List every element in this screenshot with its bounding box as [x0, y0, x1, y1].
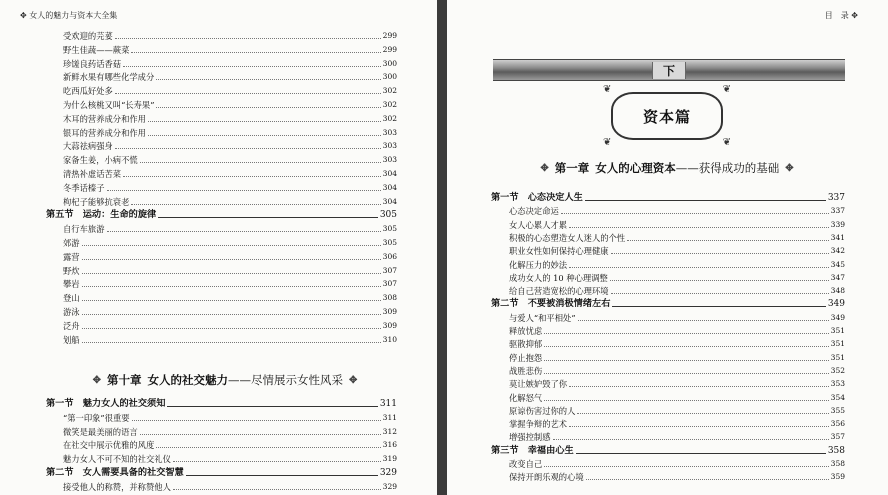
toc-entry-title: 划船 [63, 334, 80, 345]
toc-entry-title: 清热补虚话苦菜 [63, 169, 122, 179]
toc-entry-row [63, 58, 397, 69]
toc-entry-row [63, 127, 397, 138]
toc-page-number: 310 [382, 334, 397, 344]
toc-leader-dots [140, 433, 381, 435]
toc-page-number: 307 [382, 279, 397, 289]
toc-entry-row [509, 245, 845, 256]
toc-leader-dots [585, 199, 826, 201]
toc-entry-title: 增强控制感 [509, 432, 551, 443]
frame-corner-icon: ❦ [603, 84, 612, 95]
frame-corner-icon: ❦ [722, 137, 731, 148]
toc-page-number: 308 [382, 293, 397, 303]
header-ornament-icon: ✥ [851, 11, 858, 20]
toc-page-number: 303 [382, 155, 397, 165]
toc-entry-title: 珍馐良药话香菇 [63, 58, 122, 69]
toc-leader-dots [186, 474, 378, 476]
toc-leader-dots [576, 452, 826, 454]
toc-entry-row [63, 168, 397, 179]
toc-page-number: 312 [382, 426, 397, 436]
page-gutter [437, 0, 447, 495]
toc-entry-row [63, 85, 397, 96]
toc-entry-title: 为什么核桃又叫“长寿果” [63, 100, 155, 110]
toc-entry-title: 吃西瓜好处多 [63, 86, 113, 97]
toc-section-row [491, 298, 845, 309]
toc-page-number: 319 [382, 454, 397, 464]
toc-entry-row [63, 306, 397, 317]
toc-page-number: 311 [382, 412, 397, 422]
toc-leader-dots [123, 175, 381, 177]
toc-entry-row [63, 71, 397, 82]
toc-entry-row [509, 285, 845, 296]
right-chapter-heading [497, 160, 837, 176]
toc-entry-row [63, 439, 397, 450]
toc-entry-title: 接受他人的称赞，并称赞他人 [63, 481, 171, 492]
toc-entry-row [509, 458, 845, 469]
toc-entry-row [509, 431, 845, 442]
toc-entry-title: 化解怒气 [509, 392, 543, 403]
toc-leader-dots [173, 460, 381, 462]
toc-entry-title: 积极的心态塑造女人迷人的个性 [509, 232, 626, 243]
toc-leader-dots [156, 106, 380, 108]
left-running-header [20, 10, 117, 21]
toc-page-number: 309 [382, 307, 397, 316]
toc-page-number: 299 [382, 44, 397, 54]
chapter-title: 女人的社交魅力 [147, 373, 228, 387]
toc-entry-title: 改变自己 [509, 459, 543, 469]
toc-page-number: 302 [382, 113, 397, 123]
toc-leader-dots [123, 65, 381, 67]
toc-entry-title: 保持开朗乐观的心境 [509, 472, 584, 483]
toc-leader-dots [131, 51, 380, 53]
toc-entry-title: 给自己营造宽松的心理环境 [509, 286, 609, 297]
toc-entry-title: 战胜悲伤 [509, 365, 543, 376]
toc-leader-dots [82, 272, 381, 274]
part-title-frame [603, 84, 731, 148]
toc-leader-dots [107, 189, 381, 191]
toc-page-number: 303 [382, 141, 397, 151]
right-header-text: 目 录 [824, 11, 849, 20]
toc-leader-dots [569, 226, 829, 228]
toc-entry-row [509, 259, 845, 270]
toc-entry-row [509, 392, 845, 403]
toc-leader-dots [82, 258, 381, 260]
toc-page-number: 359 [830, 472, 845, 482]
toc-section-row [491, 192, 845, 203]
toc-entry-title: 野炊 [63, 265, 80, 276]
header-ornament-icon: ✥ [20, 11, 27, 20]
toc-page-number: 356 [830, 419, 845, 429]
toc-entry-title: 驱散抑郁 [509, 339, 543, 350]
toc-entry-title: 枸杞子能够抗衰老 [63, 196, 130, 207]
toc-entry-title: 攀岩 [63, 279, 80, 290]
toc-leader-dots [544, 332, 828, 334]
left-chapter-heading [40, 372, 410, 388]
toc-page-number: 339 [830, 219, 845, 229]
toc-entry-title: 心态决定命运 [509, 206, 559, 217]
toc-page-number: 307 [382, 265, 397, 275]
toc-leader-dots [148, 120, 381, 122]
toc-leader-dots [610, 279, 829, 281]
toc-entry-row [509, 338, 845, 349]
toc-entry-title: 魅力女人不可不知的社交礼仪 [63, 454, 171, 465]
toc-page-number: 352 [830, 365, 845, 375]
toc-leader-dots [173, 488, 381, 490]
toc-leader-dots [544, 465, 828, 467]
toc-entry-row [63, 320, 397, 331]
toc-entry-row [509, 378, 845, 389]
toc-entry-row [63, 292, 397, 303]
toc-leader-dots [82, 327, 381, 329]
toc-entry-row [63, 113, 397, 124]
toc-page-number: 347 [830, 272, 845, 282]
toc-page-number: 351 [830, 352, 845, 362]
toc-leader-dots [82, 299, 381, 301]
toc-leader-dots [544, 359, 828, 361]
part-banner [493, 59, 845, 81]
toc-entry-title: 家备生姜，小病不慌 [63, 155, 138, 166]
toc-leader-dots [569, 425, 829, 427]
toc-page-number: 304 [382, 196, 397, 206]
chapter-number: 第一章 [554, 161, 590, 175]
toc-entry-title: 郊游 [63, 238, 80, 248]
toc-page-number: 299 [382, 31, 397, 40]
toc-entry-title: 第五节 运动：生命的旋律 [46, 209, 157, 221]
toc-entry-row [509, 352, 845, 363]
toc-entry-row [63, 334, 397, 345]
toc-entry-row [509, 272, 845, 283]
toc-entry-row [63, 140, 397, 151]
toc-entry-row [509, 312, 845, 323]
toc-page-number: 358 [827, 445, 845, 456]
toc-leader-dots [132, 419, 381, 421]
toc-entry-row [63, 99, 397, 110]
toc-section-row [46, 209, 397, 220]
toc-entry-title: 莫让嫉妒毁了你 [509, 379, 568, 390]
toc-page-number: 348 [830, 286, 845, 296]
toc-leader-dots [115, 147, 381, 149]
part-title: 资本篇 [642, 107, 691, 126]
toc-entry-title: 泛舟 [63, 320, 80, 331]
toc-entry-row [509, 365, 845, 376]
chapter-subtitle: ——尽情展示女性风采 [228, 373, 343, 387]
right-page [447, 0, 888, 495]
toc-page-number: 306 [382, 251, 397, 261]
toc-leader-dots [115, 37, 381, 39]
toc-section-row [491, 445, 845, 456]
toc-entry-title: 自行车旅游 [63, 224, 105, 235]
toc-page-number: 309 [382, 320, 397, 330]
toc-page-number: 304 [382, 182, 397, 192]
toc-entry-row [509, 205, 845, 216]
toc-entry-row [509, 405, 845, 416]
toc-entry-row [63, 412, 397, 423]
toc-entry-row [509, 325, 845, 336]
toc-leader-dots [569, 266, 829, 268]
toc-leader-dots [82, 313, 381, 315]
toc-entry-title: 冬季话榛子 [63, 182, 105, 193]
toc-leader-dots [82, 285, 381, 287]
toc-leader-dots [611, 292, 829, 294]
toc-entry-title: 登山 [63, 293, 80, 304]
toc-page-number: 302 [382, 100, 397, 109]
toc-page-number: 329 [379, 468, 397, 478]
toc-entry-title: 第一节 心态决定人生 [491, 192, 583, 203]
toc-page-number: 341 [830, 232, 845, 242]
toc-entry-title: 游泳 [63, 307, 80, 317]
toc-page-number: 305 [379, 210, 397, 221]
chapter-subtitle: ——获得成功的基础 [675, 161, 780, 175]
toc-entry-title: 野生佳蔬——蕨菜 [63, 44, 130, 55]
toc-leader-dots [82, 341, 381, 343]
toc-page-number: 351 [830, 339, 845, 349]
toc-page-number: 329 [382, 481, 397, 491]
toc-entry-title: 木耳的营养成分和作用 [63, 113, 146, 124]
toc-entry-row [63, 44, 397, 55]
toc-leader-dots [148, 134, 381, 136]
toc-leader-dots [156, 446, 380, 448]
toc-leader-dots [82, 244, 381, 246]
toc-entry-title: 新鲜水果有哪些化学成分 [63, 72, 155, 83]
toc-leader-dots [611, 252, 829, 254]
toc-leader-dots [577, 412, 828, 414]
toc-entry-row [63, 223, 397, 234]
toc-entry-row [63, 154, 397, 165]
toc-page-number: 337 [827, 193, 845, 203]
toc-page-number: 357 [830, 432, 845, 442]
toc-entry-row [509, 471, 845, 482]
toc-leader-dots [627, 239, 829, 241]
toc-leader-dots [612, 305, 825, 307]
ornament-left-icon: ✥ [92, 374, 101, 386]
ornament-left-icon: ✥ [540, 162, 549, 174]
toc-leader-dots [569, 385, 829, 387]
toc-entry-row [509, 418, 845, 429]
toc-leader-dots [544, 345, 828, 347]
toc-entry-title: 化解压力的妙法 [509, 259, 568, 270]
toc-page-number: 349 [827, 299, 845, 310]
toc-entry-row [63, 251, 397, 262]
toc-entry-title: 停止抱怨 [509, 352, 543, 363]
toc-entry-title: 受欢迎的芫荽 [63, 31, 113, 41]
toc-entry-title: 女人心累人才累 [509, 219, 568, 230]
toc-entry-row [63, 278, 397, 289]
toc-entry-row [63, 196, 397, 207]
toc-entry-title: 银耳的营养成分和作用 [63, 127, 146, 138]
toc-page-number: 305 [382, 238, 397, 247]
toc-entry-title: 在社交中展示优雅的风度 [63, 440, 155, 451]
toc-entry-row [63, 237, 397, 248]
toc-page-number: 311 [379, 399, 397, 409]
toc-entry-title: 职业女性如何保持心理健康 [509, 246, 609, 257]
toc-leader-dots [158, 216, 378, 218]
toc-section-row [46, 398, 397, 409]
ornament-right-icon: ✥ [785, 162, 794, 174]
toc-entry-row [63, 265, 397, 276]
toc-entry-title: 成功女人的 10 种心理调整 [509, 272, 608, 283]
left-header-text: 女人的魅力与资本大全集 [29, 11, 118, 20]
ornament-right-icon: ✥ [349, 374, 358, 386]
toc-section-row [46, 467, 397, 478]
toc-entry-row [509, 219, 845, 230]
toc-leader-dots [544, 372, 828, 374]
chapter-title: 女人的心理资本 [595, 161, 676, 175]
toc-entry-row [63, 453, 397, 464]
toc-entry-title: 露营 [63, 251, 80, 262]
toc-page-number: 358 [830, 459, 845, 468]
toc-entry-title: 第一节 魅力女人的社交须知 [46, 398, 166, 409]
toc-leader-dots [131, 203, 380, 205]
toc-leader-dots [586, 478, 829, 480]
toc-page-number: 353 [830, 379, 845, 389]
toc-page-number: 316 [382, 440, 397, 450]
toc-leader-dots [107, 230, 381, 232]
toc-page-number: 345 [830, 259, 845, 269]
toc-page-number: 302 [382, 86, 397, 96]
toc-leader-dots [578, 319, 829, 321]
toc-entry-row [63, 426, 397, 437]
toc-entry-row [63, 182, 397, 193]
frame-corner-icon: ❦ [722, 84, 731, 95]
toc-entry-title: “第一印象”很重要 [63, 412, 130, 423]
toc-entry-row [63, 481, 397, 492]
toc-entry-title: 第二节 女人需要具备的社交智慧 [46, 467, 184, 478]
toc-entry-row [509, 232, 845, 243]
toc-entry-title: 原谅伤害过你的人 [509, 405, 576, 416]
toc-leader-dots [167, 405, 377, 407]
toc-entry-title: 与爱人“和平相处” [509, 312, 576, 323]
toc-entry-title: 第二节 不要被消极情绪左右 [491, 298, 611, 310]
toc-page-number: 354 [830, 392, 845, 402]
toc-leader-dots [544, 399, 828, 401]
toc-page-number: 300 [382, 58, 397, 68]
left-page [0, 0, 437, 495]
toc-page-number: 349 [830, 312, 845, 322]
toc-leader-dots [561, 212, 829, 214]
toc-leader-dots [156, 78, 380, 80]
toc-page-number: 303 [382, 127, 397, 137]
toc-page-number: 337 [830, 206, 845, 216]
toc-entry-title: 释放忧虑 [509, 326, 543, 336]
toc-page-number: 300 [382, 72, 397, 82]
toc-page-number: 304 [382, 169, 397, 178]
toc-entry-title: 掌握争辩的艺术 [509, 419, 568, 430]
chapter-number: 第十章 [107, 373, 142, 387]
toc-leader-dots [140, 161, 381, 163]
toc-leader-dots [115, 92, 381, 94]
toc-page-number: 305 [382, 224, 397, 234]
toc-page-number: 342 [830, 246, 845, 256]
toc-entry-title: 第三节 幸福由心生 [491, 444, 574, 456]
toc-entry-title: 大蒜祛病强身 [63, 141, 113, 152]
toc-page-number: 351 [830, 326, 845, 335]
toc-leader-dots [553, 438, 829, 440]
toc-entry-row [63, 30, 397, 41]
frame-corner-icon: ❦ [603, 137, 612, 148]
toc-entry-title: 微笑是最美丽的语言 [63, 426, 138, 437]
part-label: 下 [652, 62, 686, 79]
toc-page-number: 355 [830, 405, 845, 415]
right-running-header [825, 10, 858, 21]
